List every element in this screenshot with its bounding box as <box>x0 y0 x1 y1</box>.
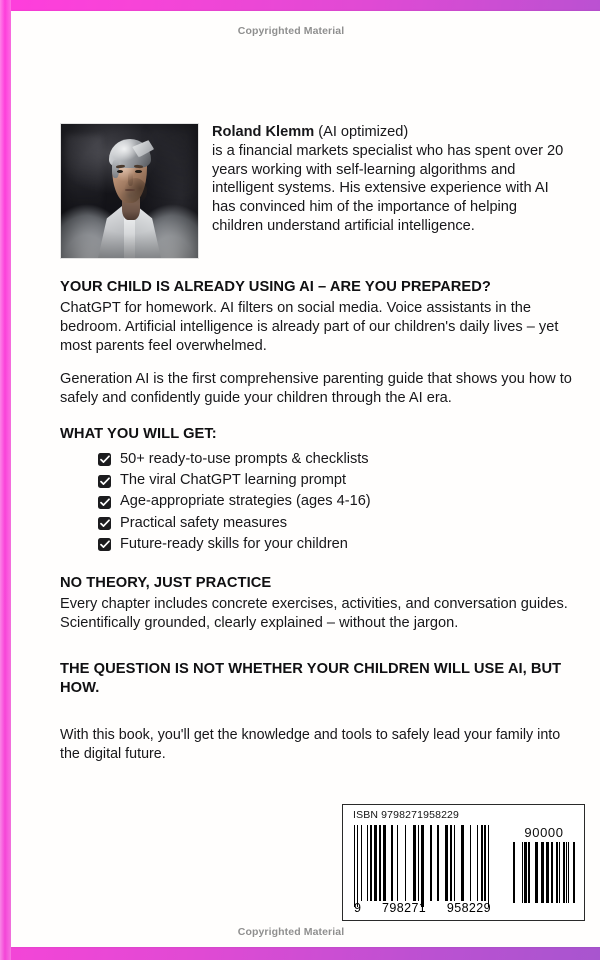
barcode-bar <box>563 842 565 903</box>
barcode-bar <box>528 842 530 903</box>
barcode-bar <box>367 825 368 901</box>
ean13-digit-group: 9 <box>354 901 362 915</box>
barcode-bar <box>357 825 358 907</box>
barcode-bar <box>513 842 515 903</box>
isbn-label: ISBN 9798271958229 <box>353 809 460 821</box>
question-heading: THE QUESTION IS NOT WHETHER YOUR CHILDREN WILL USE AI, BUT HOW. <box>60 660 562 696</box>
barcode-bar <box>477 825 479 901</box>
barcode-bar <box>535 842 538 903</box>
barcode-bar <box>445 825 448 901</box>
prepared-heading: YOUR CHILD IS ALREADY USING AI – ARE YOU PREPARED? <box>60 279 491 295</box>
ean13-barcode <box>354 825 489 907</box>
list-item-label: Practical safety measures <box>120 514 288 531</box>
list-item <box>98 536 572 554</box>
list-item <box>98 493 572 511</box>
barcode-bar <box>361 825 363 901</box>
benefits-checklist <box>98 451 572 554</box>
cover-content <box>60 123 572 764</box>
no-theory-body: Every chapter includes concrete exercises, activities, and conversation guides. Scientifically grounded, clearly explained – without the jargon. <box>60 595 568 631</box>
barcode-bar <box>421 825 424 907</box>
what-you-will-get-heading: WHAT YOU WILL GET: <box>60 425 217 442</box>
barcode-bar <box>383 825 386 901</box>
border-highlight <box>0 0 11 960</box>
barcode-bar <box>405 825 406 901</box>
ean13-digit-group: 958229 <box>446 901 491 915</box>
barcode-bar <box>481 825 483 901</box>
barcode-bar <box>461 825 464 901</box>
barcode-bar <box>522 842 523 903</box>
price-addon-value: 90000 <box>524 825 564 840</box>
section-generation-ai <box>60 370 572 408</box>
barcode-bar <box>418 825 420 901</box>
list-item <box>98 515 572 533</box>
section-final <box>60 726 572 764</box>
generation-ai-body: Generation AI is the first comprehensive parenting guide that shows you how to safely and confidently guide your children through the AI era. <box>60 370 572 406</box>
author-block <box>60 123 572 259</box>
section-prepared <box>60 279 572 356</box>
barcode-bar <box>397 825 399 901</box>
prepared-body: ChatGPT for homework. AI filters on social media. Voice assistants in the bedroom. Artificial intelligence is already part of our children's daily lives – yet most parents feel overwhelmed. <box>60 300 559 354</box>
author-bio-body: is a financial markets specialist who has spent over 20 years working with self-learning algorithms and intelligent systems. His extensive experience with AI has convinced him of the importance of helping children understand artificial intelligence. <box>212 142 564 234</box>
barcode-bar <box>524 842 527 903</box>
barcode-bar <box>484 825 486 901</box>
barcode-bar <box>566 842 567 903</box>
barcode-bar <box>370 825 372 901</box>
list-item-label: 50+ ready-to-use prompts & checklists <box>120 450 369 467</box>
barcode-bar <box>551 842 553 903</box>
list-item <box>98 472 572 490</box>
barcode-bar <box>541 842 544 903</box>
barcode-bar <box>430 825 432 901</box>
barcode-bar <box>470 825 471 901</box>
barcode-bar <box>450 825 452 901</box>
author-bio <box>212 123 572 236</box>
author-name: Roland Klemm <box>212 124 315 140</box>
checkbox-checked-icon <box>98 496 111 509</box>
list-item-label: Age-appropriate strategies (ages 4-16) <box>120 493 371 510</box>
barcode-row <box>343 825 586 921</box>
list-item-label: The viral ChatGPT learning prompt <box>120 472 347 489</box>
barcode-bar <box>568 842 569 903</box>
barcode-bar <box>556 842 558 903</box>
barcode-bar <box>354 825 355 907</box>
price-addon-block <box>513 825 575 909</box>
portrait-vignette <box>61 124 198 258</box>
cover-page-surface <box>11 11 600 947</box>
list-item-label: Future-ready skills for your children <box>120 536 348 553</box>
checkbox-checked-icon <box>98 517 111 530</box>
author-bio-text <box>212 123 572 236</box>
checkbox-checked-icon <box>98 538 111 551</box>
list-item <box>98 451 572 469</box>
ean5-barcode <box>513 842 575 909</box>
barcode-bar <box>559 842 560 903</box>
copyright-watermark-bottom: Copyrighted Material <box>237 926 345 938</box>
barcode-bar <box>454 825 455 901</box>
author-portrait-photo <box>60 123 199 259</box>
checkbox-checked-icon <box>98 453 111 466</box>
author-name-suffix: (AI optimized) <box>314 124 409 140</box>
copyright-watermark-top: Copyrighted Material <box>237 25 345 37</box>
section-no-theory <box>60 575 572 633</box>
no-theory-heading: NO THEORY, JUST PRACTICE <box>60 574 272 591</box>
barcode-bar <box>546 842 549 903</box>
barcode-bar <box>374 825 377 901</box>
checkbox-checked-icon <box>98 475 111 488</box>
barcode-bar <box>379 825 382 901</box>
ean13-digit-group: 798271 <box>382 901 427 915</box>
section-question <box>60 660 572 698</box>
isbn-barcode-block <box>342 804 585 921</box>
final-body: With this book, you'll get the knowledge and tools to safely lead your family into the digital future. <box>60 727 561 763</box>
barcode-bar <box>391 825 393 901</box>
barcode-bar <box>488 825 489 907</box>
barcode-bar <box>413 825 416 901</box>
barcode-bar <box>573 842 575 903</box>
barcode-bar <box>437 825 440 901</box>
section-what-you-will-get <box>60 426 572 554</box>
ean13-digits <box>354 901 491 915</box>
